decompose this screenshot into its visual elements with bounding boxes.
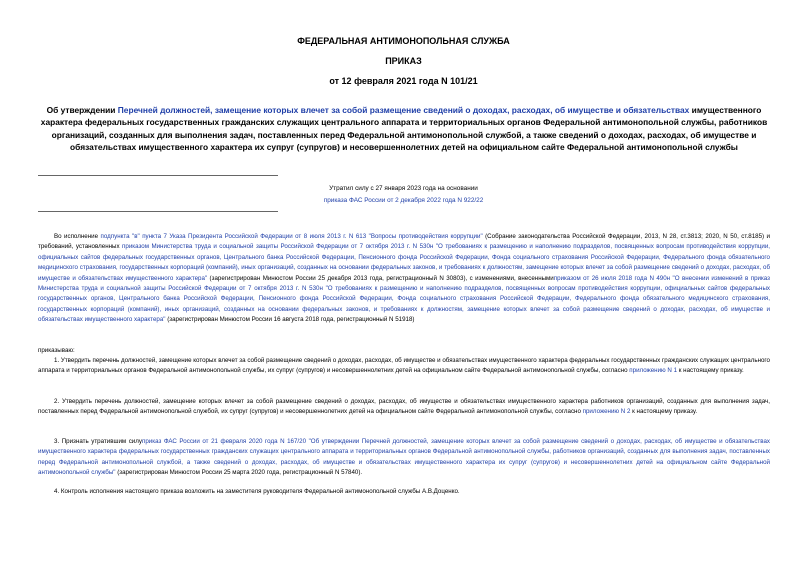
decree-link[interactable]: подпункта "в" пункта 7 Указа Президента Российской Федерации от 8 июля 2013 г. N 613 "Вопросы противодействия коррупции" [100, 233, 483, 240]
appendix-1-link[interactable]: приложению N 1 [629, 367, 678, 375]
divider-bottom [38, 211, 278, 212]
order-word: приказываю: [38, 347, 75, 354]
lost-force-note: Утратил силу с 27 января 2023 года на основании [329, 185, 478, 192]
document-date-number: от 12 февраля 2021 года N 101/21 [329, 76, 478, 86]
order-167-20-link[interactable]: приказ ФАС России от 21 февраля 2020 года N 167/20 "Об утверждении Перечней должностей, замещение которых влечет за собой размещение сведений о доходах, расходах, об имуществе и обязательствах имущественного характера федеральных государственных гражданских служащих центрального аппарата и территориальных органов Федеральной антимонопольной службы, работников организаций, созданных для выполнения задач, поставленных перед Федеральной антимонопольной службой, а также сведений о доходах, расходах, об имуществе и обязательствах имущественного характера их супруг (супругов) и несовершеннолетних детей на официальном сайте Федеральной антимонопольной службы" [38, 438, 770, 477]
document-title [30, 104, 778, 154]
item-3: 3. Признать утратившим силуприказ ФАС России от 21 февраля 2020 года N 167/20 "Об утверждении Перечней должностей, замещение которых влечет за собой размещение сведений о доходах, расходах, об имуществе и обязательствах имущественного характера федеральных государственных гражданских служащих центрального аппарата и территориальных органов Федеральной антимонопольной службы, работников организаций, созданных для выполнения задач, поставленных перед Федеральной антимонопольной службой, а также сведений о доходах, расходах, об имуществе и обязательствах имущественного характера их супруг (супругов) и несовершеннолетних детей на официальном сайте Федеральной антимонопольной службы" (зарегистрирован Минюстом России 25 марта 2020 года, регистрационный N 57840). [38, 438, 770, 477]
item-2: 2. Утвердить перечень должностей, замещение которых влечет за собой размещение сведений о доходах, расходах, об имуществе и обязательствах имущественного характера работников организаций, созданных для выполнения задач, поставленных перед Федеральной антимонопольной службой, их супруг (супругов) и несовершеннолетних детей на официальном сайте Федеральной антимонопольной службы, согласно приложению N 2 к настоящему приказу. [38, 398, 770, 416]
item-1: 1. Утвердить перечень должностей, замещение которых влечет за собой размещение сведений о доходах, расходах, об имуществе и обязательствах имущественного характера федеральных государственных гражданских служащих центрального аппарата и территориальных органов Федеральной антимонопольной службы, их супруг (супругов) и несовершеннолетних детей на официальном сайте Федеральной антимонопольной службы, согласно приложению N 1 к настоящему приказу. [38, 357, 770, 375]
item-4: 4. Контроль исполнения настоящего приказа возложить на заместителя руководителя Федеральной антимонопольной службы А.В.Доценко. [54, 488, 460, 495]
document-type: ПРИКАЗ [385, 56, 422, 66]
agency-name: ФЕДЕРАЛЬНАЯ АНТИМОНОПОЛЬНАЯ СЛУЖБА [297, 36, 510, 46]
appendix-2-link[interactable]: приложению N 2 [582, 408, 631, 416]
title-rest: имущественного характера федеральных государственных гражданских служащих центрального аппарата и территориальных органов Федеральной антимонопольной службы, работников организаций, созданных для выполнения задач, поставленных перед Федеральной антимонопольной службой, а также сведений о доходах, расходах, об имуществе и обязательствах имущественного характера их супруг (супругов) и несовершеннолетних детей на официальном сайте Федеральной антимонопольной службы [40, 105, 768, 153]
lost-force-link[interactable]: приказа ФАС России от 2 декабря 2022 года N 922/22 [323, 197, 484, 204]
divider-top [38, 175, 278, 176]
order-490n-link[interactable]: приказом от 26 июля 2018 года N 490н "О внесении изменений в приказ Министерства труда и социальной защиты Российской Федерации от 7 октября 2013 г. N 530н "О требованиях к размещению и наполнению подразделов, посвященных вопросам противодействия коррупции, официальных сайтов федеральных государственных органов, Центрального банка Российской Федерации, Пенсионного фонда Российской Федерации, Фонда социального страхования Российской Федерации, Федерального фонда обязательного медицинского страхования, государственных корпораций (компаний), иных организаций, созданных на основании федеральных законов, и требованиях к должностям, замещение которых влечет за собой размещение сведений о доходах, расходах, об имуществе и обязательствах имущественного характера" [38, 274, 771, 324]
preamble-paragraph: Во исполнение подпункта "в" пункта 7 Указа Президента Российской Федерации от 8 июля 2013 г. N 613 "Вопросы противодействия коррупции" (Собрание законодательства Российской Федерации, 2013, N 28, ст.3813; 2020, N 50, ст.8185) и требований, установленных приказом Министерства труда и социальной защиты Российской Федерации от 7 октября 2013 г. N 530н "О требованиях к размещению и наполнению подразделов, посвященных вопросам противодействия коррупции, официальных сайтов федеральных государственных органов, Центрального банка Российской Федерации, Пенсионного фонда Российской Федерации, Фонда социального страхования Российской Федерации, Федерального фонда обязательного медицинского страхования, государственных корпораций (компаний), иных организаций, созданных на основании федеральных законов, и требованиях к должностям, замещение которых влечет за собой размещение сведений о доходах, расходах, об имуществе и обязательствах имущественного характера" (зарегистрирован Минюстом России 25 декабря 2013 года, регистрационный N 30803), с изменениями, внесеннымиприказом от 26 июля 2018 года N 490н "О внесении изменений в приказ Министерства труда и социальной защиты Российской Федерации от 7 октября 2013 г. N 530н "О требованиях к размещению и наполнению подразделов, посвященных вопросам противодействия коррупции, официальных сайтов федеральных государственных органов, Центрального банка Российской Федерации, Пенсионного фонда Российской Федерации, Фонда социального страхования Российской Федерации, Федерального фонда обязательного медицинского страхования, государственных корпораций (компаний), иных организаций, созданных на основании федеральных законов, и требованиях к должностям, замещение которых влечет за собой размещение сведений о доходах, расходах, об имуществе и обязательствах имущественного характера" (зарегистрирован Минюстом России 16 августа 2018 года, регистрационный N 51918) [38, 233, 771, 324]
title-link[interactable]: Перечней должностей, замещение которых влечет за собой размещение сведений о доходах, расходах, об имуществе и обязательствах [117, 105, 690, 115]
title-prefix: Об утверждении [46, 105, 118, 115]
order-530n-link[interactable]: приказом Министерства труда и социальной защиты Российской Федерации от 7 октября 2013 г. N 530н "О требованиях к размещению и наполнению подразделов, посвященных вопросам противодействия коррупции, официальных сайтов федеральных государственных органов, Центрального банка Российской Федерации, Пенсионного фонда Российской Федерации, Фонда социального страхования Российской Федерации, Федерального фонда обязательного медицинского страхования, государственных корпораций (компаний), иных организаций, созданных на основании федеральных законов, и требованиях к должностям, замещение которых влечет за собой размещение сведений о доходах, расходах, об имуществе и обязательствах имущественного характера" [38, 243, 771, 282]
